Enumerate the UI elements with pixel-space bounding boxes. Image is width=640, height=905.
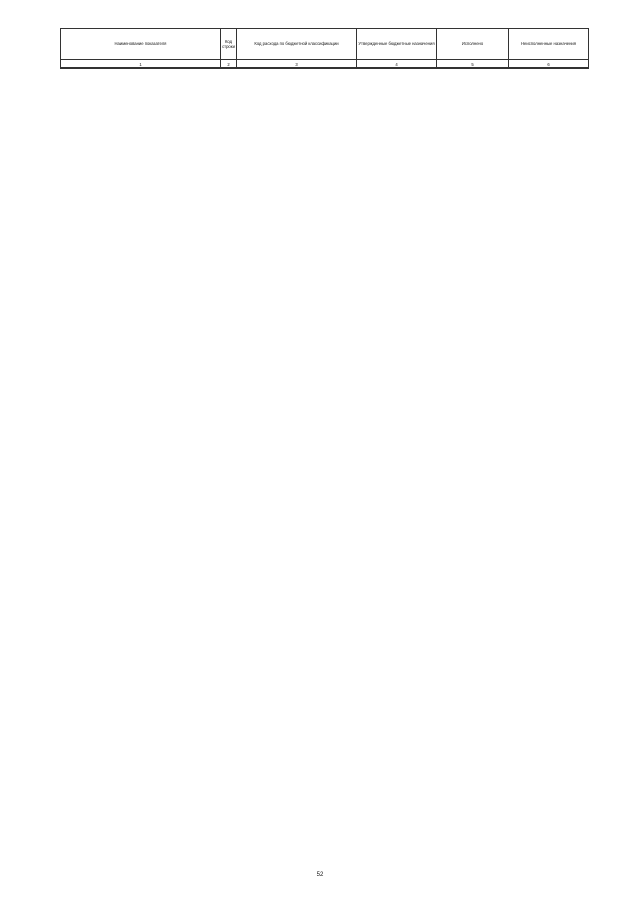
table-row xyxy=(61,68,589,69)
row-line xyxy=(221,68,237,69)
row-name xyxy=(61,68,221,69)
header-line-code: Код строки xyxy=(221,29,237,60)
row-remaining xyxy=(509,68,589,69)
header-name: Наименование показателя xyxy=(61,29,221,60)
column-number: 2 xyxy=(221,60,237,68)
column-number-row xyxy=(61,60,589,68)
header-budget-code: Код расхода по бюджетной классификации xyxy=(237,29,357,60)
column-number: 4 xyxy=(357,60,437,68)
column-number: 3 xyxy=(237,60,357,68)
column-number: 5 xyxy=(437,60,509,68)
column-number: 1 xyxy=(61,60,221,68)
row-code xyxy=(237,68,357,69)
table-body xyxy=(61,68,589,69)
header-approved: Утвержденные бюджетные назначения xyxy=(357,29,437,60)
budget-execution-table xyxy=(60,28,589,69)
header-executed: Исполнено xyxy=(437,29,509,60)
column-number: 6 xyxy=(509,60,589,68)
header-remaining: Неисполненные назначения xyxy=(509,29,589,60)
row-executed xyxy=(437,68,509,69)
row-approved xyxy=(357,68,437,69)
table-header-row xyxy=(61,29,589,60)
page-number: 52 xyxy=(316,872,324,878)
